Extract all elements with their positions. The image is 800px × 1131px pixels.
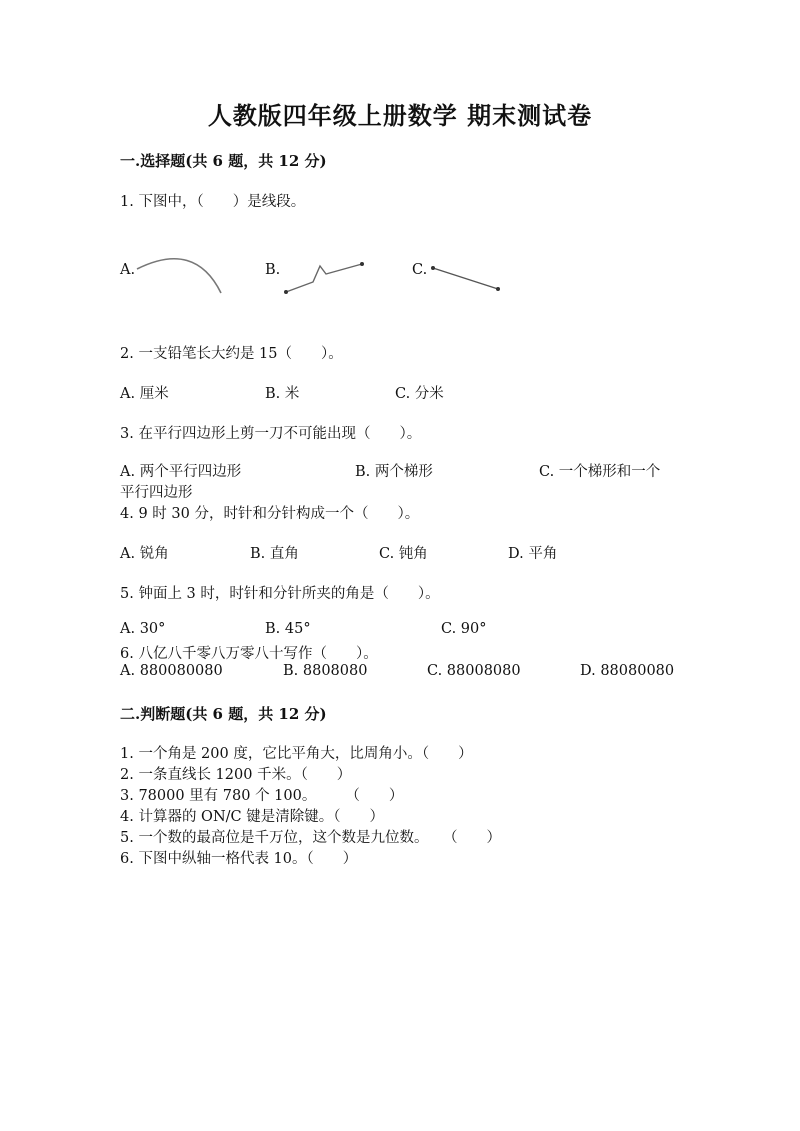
option-c: C. 一个梯形和一个: [539, 464, 661, 480]
section-heading-judgement: 二.判断题(共 6 题，共 12 分): [120, 705, 327, 723]
option-c: C. 88008080: [427, 663, 521, 679]
option-b: B. 米: [265, 386, 300, 402]
page-title: 人教版四年级上册数学 期末测试卷: [207, 101, 593, 130]
section-heading-choice: 一.选择题(共 6 题，共 12 分): [120, 152, 327, 170]
arc-figure: [130, 245, 230, 300]
option-b: B. 8808080: [283, 663, 368, 679]
option-c: C. 90°: [441, 621, 487, 637]
question-6: 6. 八亿八千零八万零八十写作（ ）。: [120, 646, 378, 662]
question-3: 3. 在平行四边形上剪一刀不可能出现（ ）。: [120, 426, 422, 442]
option-a: A. 锐角: [120, 546, 169, 562]
option-c-continued: 平行四边形: [120, 485, 193, 501]
question-1: 1. 下图中，（ ）是线段。: [120, 194, 306, 210]
option-b: B. 两个梯形: [355, 464, 433, 480]
segment-figure: [428, 262, 508, 297]
judgement-3: 3. 78000 里有 780 个 100。 （ ）: [120, 788, 404, 804]
option-a: A. 30°: [120, 621, 166, 637]
option-c: C. 分米: [395, 386, 444, 402]
option-b: B. 直角: [250, 546, 299, 562]
option-d: D. 平角: [508, 546, 558, 562]
question-4: 4. 9 时 30 分，时针和分针构成一个（ ）。: [120, 506, 420, 522]
judgement-2: 2. 一条直线长 1200 千米。（ ）: [120, 767, 352, 783]
option-c: C. 钝角: [379, 546, 428, 562]
option-d: D. 88080080: [580, 663, 675, 679]
option-a: A. 厘米: [120, 386, 169, 402]
judgement-5: 5. 一个数的最高位是千万位，这个数是九位数。 （ ）: [120, 830, 501, 846]
option-b: B.: [265, 262, 281, 278]
option-b: B. 45°: [265, 621, 311, 637]
judgement-6: 6. 下图中纵轴一格代表 10。（ ）: [120, 851, 358, 867]
option-a: A.: [120, 262, 136, 278]
question-5: 5. 钟面上 3 时，时针和分针所夹的角是（ ）。: [120, 586, 440, 602]
option-a: A. 两个平行四边形: [120, 464, 242, 480]
option-a: A. 880080080: [120, 663, 223, 679]
polyline-figure: [280, 255, 370, 300]
question-2: 2. 一支铅笔长大约是 15（ ）。: [120, 346, 343, 362]
judgement-1: 1. 一个角是 200 度，它比平角大，比周角小。（ ）: [120, 746, 473, 762]
judgement-4: 4. 计算器的 ON/C 键是清除键。（ ）: [120, 809, 384, 825]
option-c: C.: [412, 262, 428, 278]
